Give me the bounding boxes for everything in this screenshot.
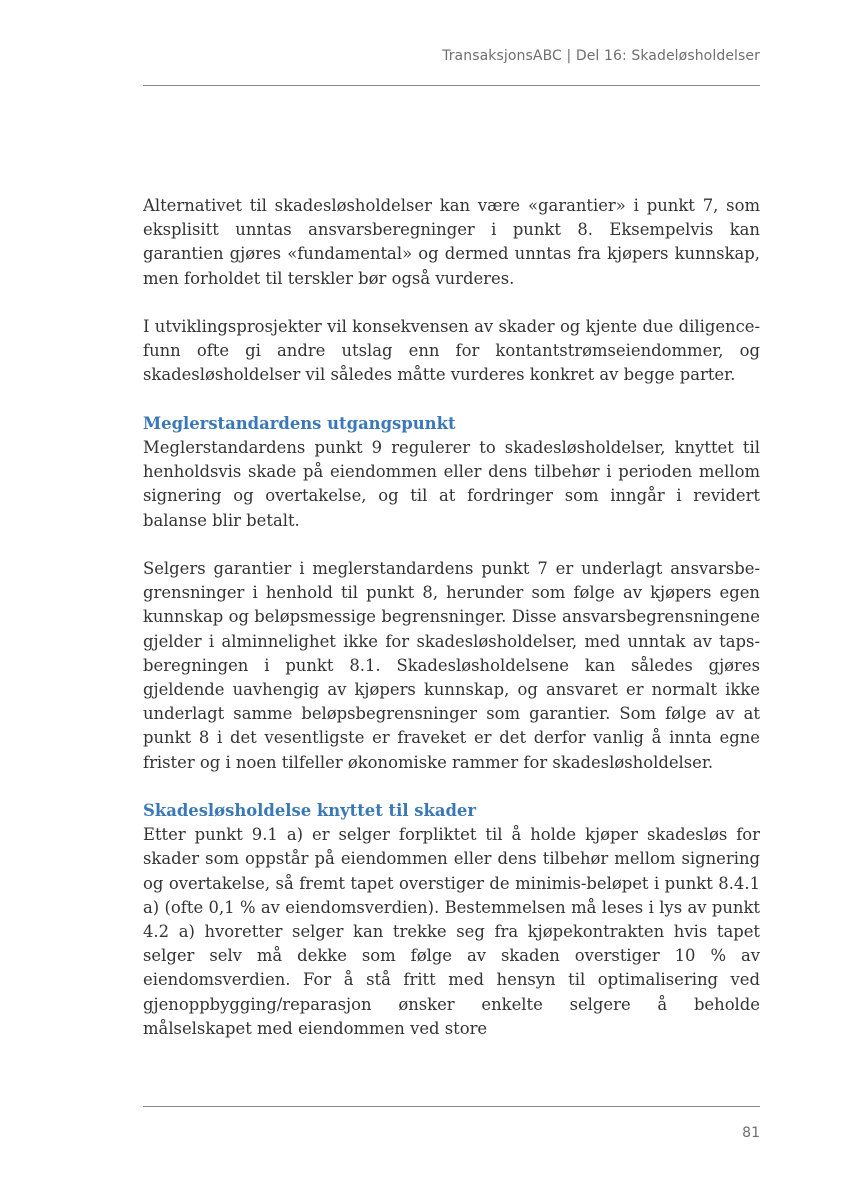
body-paragraph: I utviklingsprosjekter vil konsekvensen av skader og kjente due diligence-funn ofte gi andre utslag enn for kontantstrømseiendommer, og skadesløsholdelser vil således måtte vurderes konkret av begge parter. <box>143 317 760 385</box>
running-header: TransaksjonsABC | Del 16: Skadeløsholdelser <box>442 48 760 64</box>
page-body <box>143 194 760 1065</box>
body-paragraph: Etter punkt 9.1 a) er selger forpliktet til å holde kjøper skadesløs for skader som oppstår på eiendommen eller dens tilbehør mellom signering og overtakelse, så fremt tapet overstiger de minimis-beløpet i punkt 8.4.1 a) (ofte 0,1 % av eiendomsverdien). Bestemmelsen må leses i lys av punkt 4.2 a) hvoretter selger kan trekke seg fra kjøpekontrakten hvis tapet selger selv må dekke som følge av skaden overstiger 10 % av eiendomsverdien. For å stå fritt med hensyn til optimalisering ved gjenoppbygging/reparasjon ønsker enkelte selgere å beholde målselskapet med eiendommen ved store <box>143 825 760 1038</box>
footer-divider <box>143 1106 760 1107</box>
section-heading: Skadesløsholdelse knyttet til skader <box>143 801 476 821</box>
section-heading: Meglerstandardens utgangspunkt <box>143 413 456 433</box>
body-paragraph: Alternativet til skadesløsholdelser kan være «garantier» i punkt 7, som eksplisitt unntas ansvarsberegninger i punkt 8. Eksempelvis kan garantien gjøres «fundamental» og dermed unntas fra kjøpers kunnskap, men forholdet til terskler bør også vurderes. <box>143 196 760 288</box>
body-paragraph: Meglerstandardens punkt 9 regulerer to skadesløsholdelser, knyttet til henholdsvis skade på eiendommen eller dens tilbehør i perioden mellom signering og overtakelse, og til at fordringer som inngår i revidert balanse blir betalt. <box>143 438 760 530</box>
body-paragraph: Selgers garantier i meglerstandardens punkt 7 er underlagt ansvarsbegrensninger i henhold til punkt 8, herunder som følge av kjøpers egen kunnskap og beløpsmessige begrensninger. Disse ansvarsbegrensningene gjelder i alminnelighet ikke for skadesløsholdelser, med unntak av tapsberegningen i punkt 8.1. Skadesløsholdelsene kan således gjøres gjeldende uavhengig av kjøpers kunnskap, og ansvaret er normalt ikke underlagt samme beløpsbegrensninger som garantier. Som følge av at punkt 8 i det vesentligste er fraveket er det derfor vanlig å innta egne frister og i noen tilfeller økonomiske rammer for skadesløsholdelser. <box>143 559 760 772</box>
header-divider <box>143 85 760 86</box>
page-number: 81 <box>742 1125 760 1141</box>
